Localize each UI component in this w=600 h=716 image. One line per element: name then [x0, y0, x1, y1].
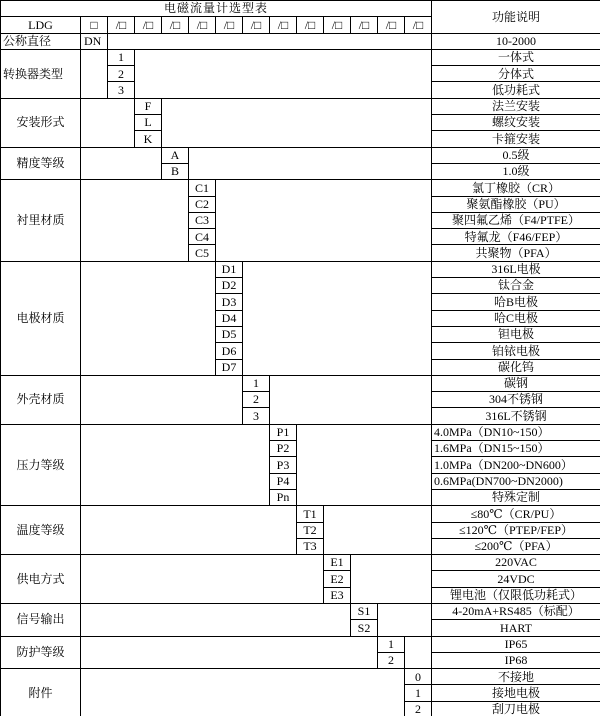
option-row [1, 261, 600, 277]
option-desc: 分体式 [432, 66, 600, 82]
option-row [1, 555, 600, 571]
filler-cell [189, 147, 432, 180]
filler-cell [162, 98, 432, 147]
option-code: 1 [243, 375, 270, 391]
option-code: 3 [108, 82, 135, 98]
option-desc: 碳钢 [432, 375, 600, 391]
category-label: 防护等级 [1, 636, 81, 669]
option-code: P1 [270, 424, 297, 440]
option-desc: 特殊定制 [432, 489, 600, 505]
option-code: E1 [324, 555, 351, 571]
option-code: 2 [243, 392, 270, 408]
option-desc: 共聚物（PFA） [432, 245, 600, 261]
option-code: 0 [405, 669, 432, 685]
option-desc: ≤200℃（PFA） [432, 538, 600, 554]
option-code: D6 [216, 343, 243, 359]
filler-cell [405, 636, 432, 669]
model-code-box: /□ [270, 17, 297, 33]
category-label: 外壳材质 [1, 375, 81, 424]
option-desc: 哈C电极 [432, 310, 600, 326]
filler-cell [81, 180, 189, 261]
option-code: S1 [351, 603, 378, 619]
option-desc: 铂铱电极 [432, 343, 600, 359]
function-column-header: 功能说明 [432, 1, 600, 34]
filler-cell [108, 33, 432, 49]
filler-cell [351, 555, 432, 604]
category-label: 压力等级 [1, 424, 81, 505]
option-desc: 10-2000 [432, 33, 600, 49]
model-code-box: /□ [351, 17, 378, 33]
option-code: 1 [108, 49, 135, 65]
option-desc: 0.6MPa(DN700~DN2000) [432, 473, 600, 489]
option-desc: HART [432, 620, 600, 636]
option-code: C3 [189, 212, 216, 228]
category-label: 附件 [1, 669, 81, 716]
page-title: 电磁流量计选型表 [1, 1, 432, 17]
option-desc: 刮刀电极 [432, 701, 600, 716]
model-code-box: /□ [189, 17, 216, 33]
option-code: C4 [189, 229, 216, 245]
option-desc: 碳化钨 [432, 359, 600, 375]
model-code-box: /□ [135, 17, 162, 33]
title-row [1, 1, 600, 17]
model-code-box: /□ [162, 17, 189, 33]
option-desc: 锂电池（仅限低功耗式） [432, 587, 600, 603]
model-code-box: /□ [243, 17, 270, 33]
option-desc: 0.5级 [432, 147, 600, 163]
option-row [1, 669, 600, 685]
filler-cell [81, 669, 405, 716]
filler-cell [81, 261, 216, 375]
option-code: F [135, 98, 162, 114]
option-desc: 不接地 [432, 669, 600, 685]
option-desc: 220VAC [432, 555, 600, 571]
category-label: 安装形式 [1, 98, 81, 147]
option-desc: 316L电极 [432, 261, 600, 277]
model-code-box: /□ [405, 17, 432, 33]
filler-cell [81, 147, 162, 180]
filler-cell [81, 49, 108, 98]
option-desc: 24VDC [432, 571, 600, 587]
filler-cell [81, 98, 135, 147]
option-desc: ≤120℃（PTEP/FEP） [432, 522, 600, 538]
option-desc: 钛合金 [432, 278, 600, 294]
option-code: 2 [108, 66, 135, 82]
option-desc: 卡箍安装 [432, 131, 600, 147]
filler-cell [378, 603, 432, 636]
option-code: DN [81, 33, 108, 49]
category-label: 精度等级 [1, 147, 81, 180]
model-code-box: /□ [297, 17, 324, 33]
option-code: 1 [405, 685, 432, 701]
option-desc: 特氟龙（F46/FEP） [432, 229, 600, 245]
option-desc: IP65 [432, 636, 600, 652]
option-desc: 钽电极 [432, 326, 600, 342]
model-code-box: /□ [216, 17, 243, 33]
option-code: T3 [297, 538, 324, 554]
option-row [1, 375, 600, 391]
filler-cell [81, 603, 351, 636]
model-prefix: LDG [1, 17, 81, 33]
option-desc: 螺纹安装 [432, 115, 600, 131]
option-code: 3 [243, 408, 270, 424]
option-code: 1 [378, 636, 405, 652]
option-code: D4 [216, 310, 243, 326]
option-desc: 低功耗式 [432, 82, 600, 98]
option-row [1, 603, 600, 619]
option-code: T1 [297, 506, 324, 522]
model-code-box: /□ [108, 17, 135, 33]
option-code: D1 [216, 261, 243, 277]
option-code: D5 [216, 326, 243, 342]
category-label: 公称直径 [1, 33, 81, 49]
option-desc: 法兰安装 [432, 98, 600, 114]
option-desc: 316L不锈钢 [432, 408, 600, 424]
option-code: P4 [270, 473, 297, 489]
option-code: T2 [297, 522, 324, 538]
option-code: E2 [324, 571, 351, 587]
option-desc: 4-20mA+RS485（标配） [432, 603, 600, 619]
option-desc: 聚氨酯橡胶（PU） [432, 196, 600, 212]
option-row [1, 424, 600, 440]
category-label: 供电方式 [1, 555, 81, 604]
option-desc: 聚四氟乙烯（F4/PTFE） [432, 212, 600, 228]
option-code: B [162, 163, 189, 179]
filler-cell [243, 261, 432, 375]
option-desc: 一体式 [432, 49, 600, 65]
filler-cell [81, 636, 378, 669]
option-row [1, 180, 600, 196]
option-code: D3 [216, 294, 243, 310]
option-code: P2 [270, 441, 297, 457]
category-label: 信号输出 [1, 603, 81, 636]
option-row [1, 49, 600, 65]
option-code: C1 [189, 180, 216, 196]
category-label: 电极材质 [1, 261, 81, 375]
option-row [1, 636, 600, 652]
option-row [1, 147, 600, 163]
filler-cell [81, 555, 324, 604]
option-desc: 1.0MPa（DN200~DN600） [432, 457, 600, 473]
option-code: E3 [324, 587, 351, 603]
option-code: C5 [189, 245, 216, 261]
option-desc: 1.0级 [432, 163, 600, 179]
model-code-box: /□ [324, 17, 351, 33]
option-desc: 接地电极 [432, 685, 600, 701]
filler-cell [81, 375, 243, 424]
filler-cell [297, 424, 432, 505]
option-code: Pn [270, 489, 297, 505]
category-label: 衬里材质 [1, 180, 81, 261]
option-code: L [135, 115, 162, 131]
option-desc: ≤80℃（CR/PU） [432, 506, 600, 522]
filler-cell [81, 424, 270, 505]
option-desc: 氯丁橡胶（CR） [432, 180, 600, 196]
category-label: 转换器类型 [1, 49, 81, 98]
option-code: S2 [351, 620, 378, 636]
option-code: A [162, 147, 189, 163]
option-desc: 哈B电极 [432, 294, 600, 310]
option-code: P3 [270, 457, 297, 473]
option-code: C2 [189, 196, 216, 212]
option-row [1, 98, 600, 114]
filler-cell [324, 506, 432, 555]
model-first-box: □ [81, 17, 108, 33]
filler-cell [216, 180, 432, 261]
option-code: K [135, 131, 162, 147]
option-code: 2 [378, 652, 405, 668]
filler-cell [81, 506, 297, 555]
option-row [1, 33, 600, 49]
category-label: 温度等级 [1, 506, 81, 555]
option-row [1, 506, 600, 522]
option-desc: 4.0MPa（DN10~150） [432, 424, 600, 440]
filler-cell [270, 375, 432, 424]
option-code: D7 [216, 359, 243, 375]
option-code: D2 [216, 278, 243, 294]
option-desc: 304不锈钢 [432, 392, 600, 408]
option-desc: 1.6MPa（DN15~150） [432, 441, 600, 457]
model-code-box: /□ [378, 17, 405, 33]
option-code: 2 [405, 701, 432, 716]
filler-cell [135, 49, 432, 98]
option-desc: IP68 [432, 652, 600, 668]
